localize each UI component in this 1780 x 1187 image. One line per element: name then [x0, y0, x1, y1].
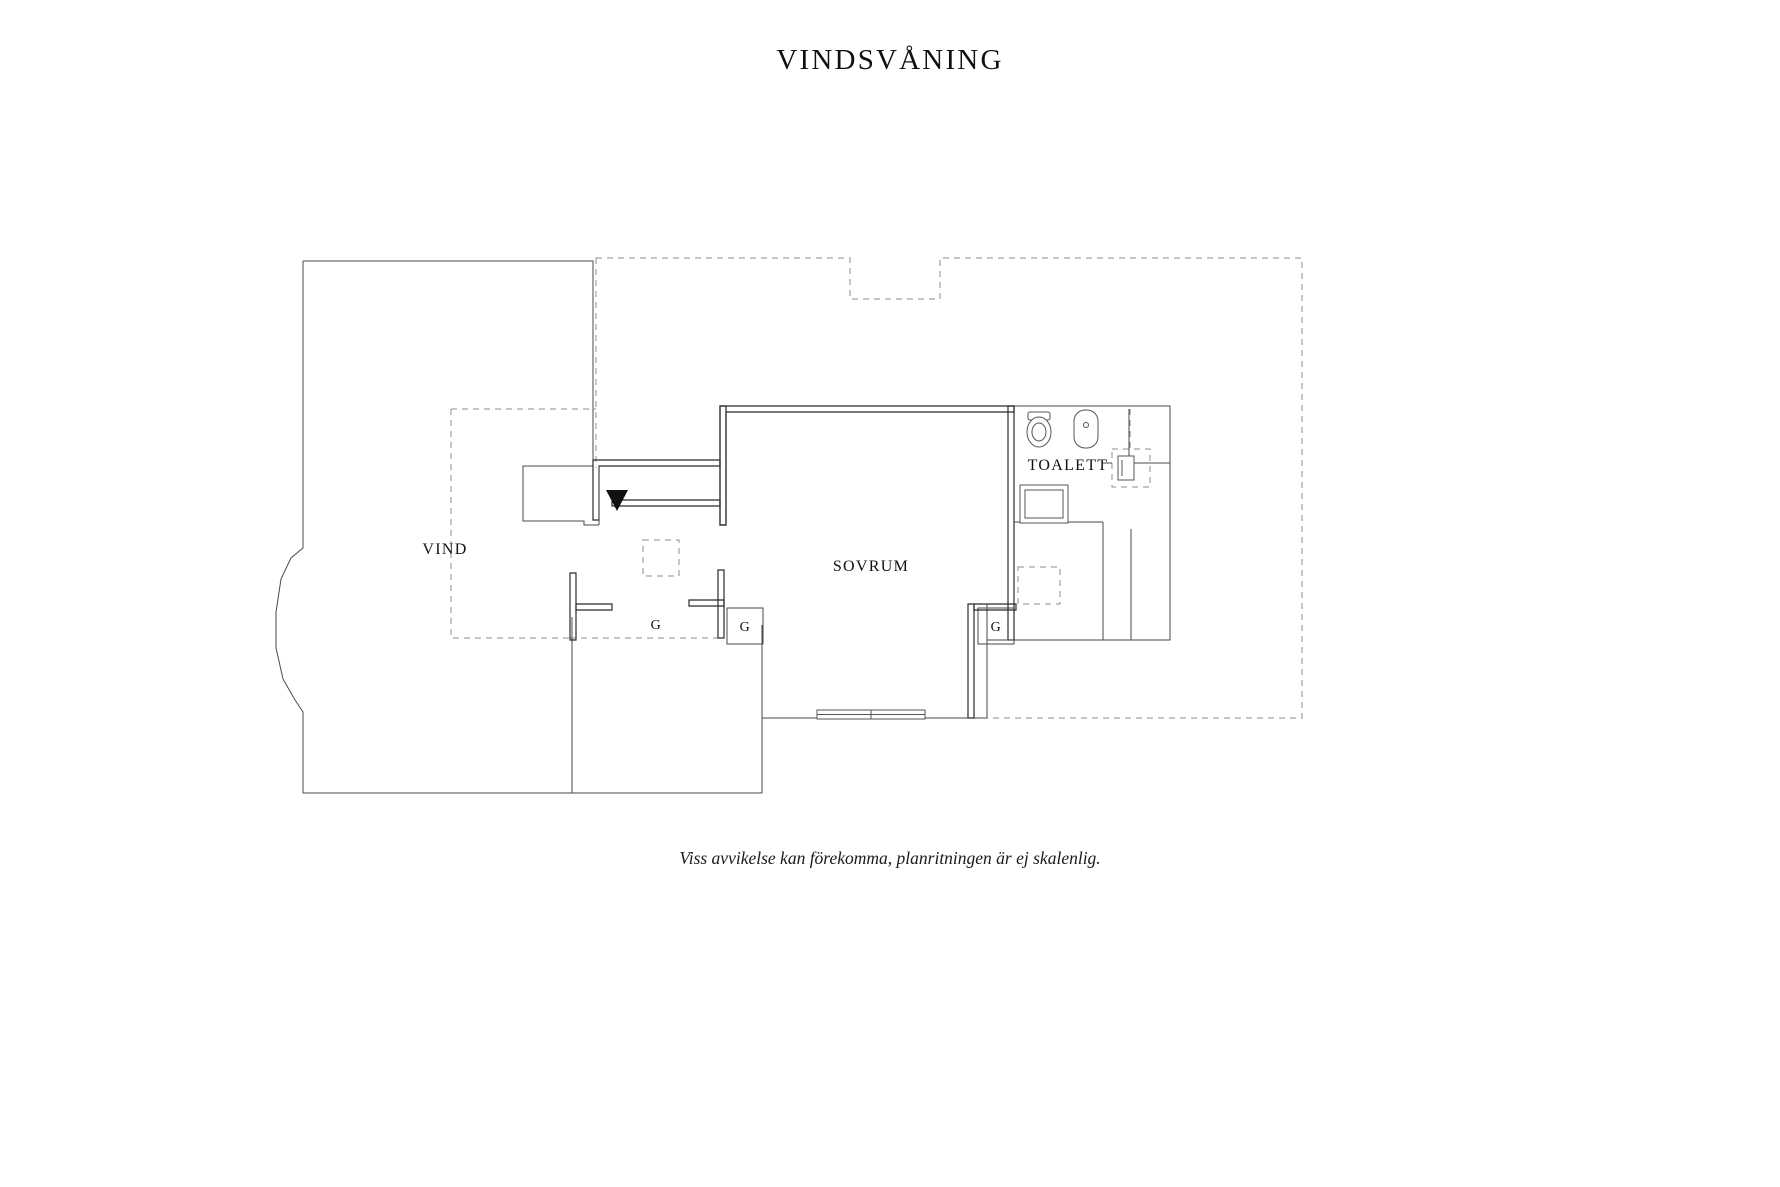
shower-icon — [1020, 485, 1068, 523]
room-label-sovrum: SOVRUM — [832, 558, 910, 575]
window-icon — [817, 710, 925, 719]
roof-outline-dashed — [451, 258, 1302, 718]
sink-icon — [1074, 410, 1098, 448]
closet-label-1: G — [650, 618, 662, 633]
closet-label-2: G — [739, 620, 751, 635]
door-swing-icon — [1118, 456, 1134, 480]
disclaimer-text: Viss avvikelse kan förekomma, planritningen är ej skalenlig. — [679, 848, 1101, 868]
toilet-icon — [1027, 412, 1051, 447]
page-title: VINDSVÅNING — [776, 44, 1004, 76]
room-label-toalett: TOALETT — [1027, 457, 1109, 474]
room-label-vind: VIND — [422, 541, 468, 558]
closet-label-3: G — [990, 620, 1002, 635]
